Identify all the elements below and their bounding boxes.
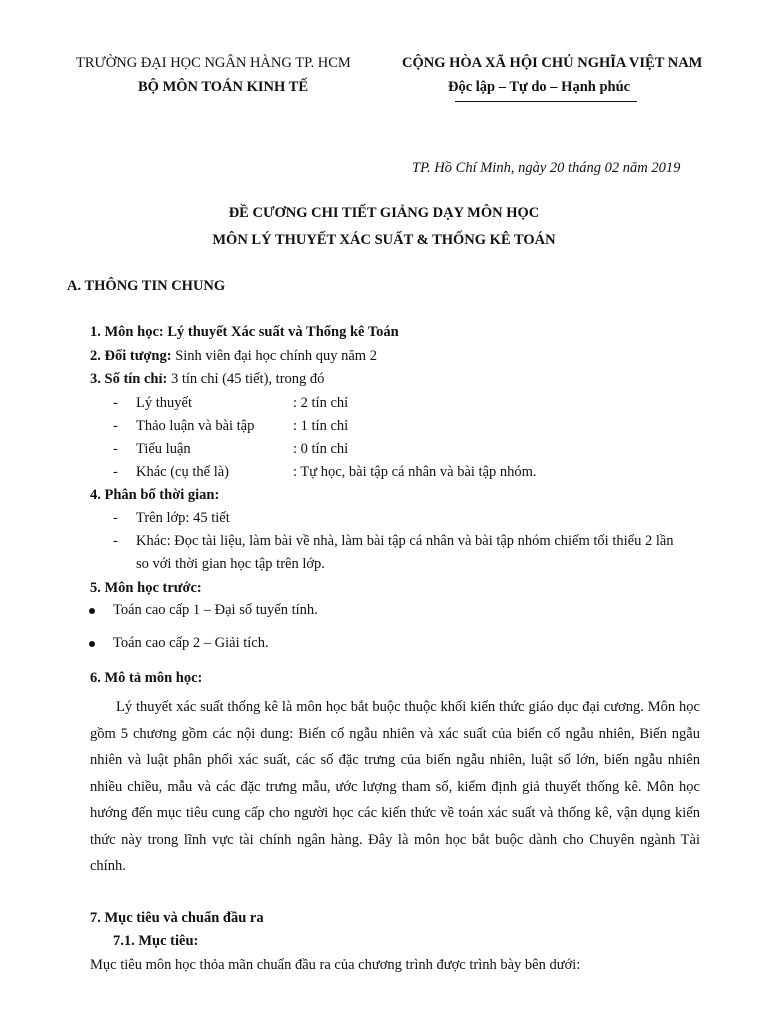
doi-tuong-label: 2. Đối tượng:: [90, 348, 172, 364]
prereq-item: Toán cao cấp 1 – Đại số tuyến tính.: [113, 602, 318, 618]
credit-value: : 1 tín chỉ: [293, 418, 349, 434]
mo-ta-paragraph: Lý thuyết xác suất thống kê là môn học bắt buộc thuộc khối kiến thức giáo dục đại cương. Môn học gồm 5 chương gồm các nội dung: Biến cố ngẫu nhiên và xác suất của biến cố ngẫu nhiên, Biến ngẫu nhiên và luật phân phối xác suất, các số đặc trưng của biến ngẫu nhiên, luật số lớn, biến ngẫu nhiên nhiều chiều, mẫu và các đặc trưng mẫu, ước lượng tham số, kiểm định giả thuyết thống kê. Môn học hướng đến mục tiêu cung cấp cho người học các kiến thức về toán xác suất và thống kê, vận dụng kiến thức này trong lĩnh vực tài chính ngân hàng. Đây là môn học bắt buộc dành cho Chuyên ngành Tài chính.: [90, 699, 700, 874]
credit-dash: -: [113, 395, 118, 411]
credit-value: : Tự học, bài tập cá nhân và bài tập nhóm.: [293, 464, 537, 480]
bullet-icon: [89, 608, 95, 614]
item-doi-tuong: [90, 348, 377, 365]
time-dash: -: [113, 510, 118, 526]
time-khac-line1: Khác: Đọc tài liệu, làm bài về nhà, làm bài tập cá nhân và bài tập nhóm chiếm tối thiểu 2 lần: [136, 533, 674, 549]
header-underline: [455, 101, 637, 102]
mon-hoc-truoc-heading: 5. Môn học trước:: [90, 580, 202, 596]
time-tren-lop: Trên lớp: 45 tiết: [136, 510, 230, 526]
credit-value: : 2 tín chỉ: [293, 395, 349, 411]
credit-label: Khác (cụ thể là): [136, 464, 229, 480]
muc-tieu-heading: 7. Mục tiêu và chuẩn đầu ra: [90, 910, 264, 926]
credit-value: : 0 tín chỉ: [293, 441, 349, 457]
header-left-line2: BỘ MÔN TOÁN KINH TẾ: [138, 79, 309, 95]
document-title-line1: ĐỀ CƯƠNG CHI TIẾT GIẢNG DẠY MÔN HỌC: [228, 205, 540, 221]
bullet-icon: [89, 641, 95, 647]
time-dash: -: [113, 533, 118, 549]
prereq-item: Toán cao cấp 2 – Giải tích.: [113, 635, 269, 651]
so-tin-chi-value: 3 tín chỉ (45 tiết), trong đó: [170, 371, 325, 387]
date-line: TP. Hồ Chí Minh, ngày 20 tháng 02 năm 2019: [412, 160, 681, 176]
header-right-line1: CỘNG HÒA XÃ HỘI CHỦ NGHĨA VIỆT NAM: [402, 55, 703, 71]
credit-dash: -: [113, 464, 118, 480]
time-khac-line2: so với thời gian học tập trên lớp.: [136, 556, 325, 572]
document-title-line2: MÔN LÝ THUYẾT XÁC SUẤT & THỐNG KÊ TOÁN: [212, 232, 556, 248]
phan-bo-heading: 4. Phân bố thời gian:: [90, 487, 220, 503]
credit-label: Tiểu luận: [136, 441, 191, 457]
section-a-heading: A. THÔNG TIN CHUNG: [67, 278, 226, 294]
so-tin-chi-label: 3. Số tín chỉ:: [90, 371, 168, 387]
muc-tieu-subheading: 7.1. Mục tiêu:: [113, 933, 199, 949]
doi-tuong-value: Sinh viên đại học chính quy năm 2: [175, 348, 377, 364]
item-so-tin-chi: [90, 371, 324, 388]
muc-tieu-text: Mục tiêu môn học thỏa mãn chuẩn đầu ra của chương trình được trình bày bên dưới:: [90, 957, 581, 973]
credit-dash: -: [113, 418, 118, 434]
credit-label: Lý thuyết: [136, 395, 192, 411]
item-mon-hoc: 1. Môn học: Lý thuyết Xác suất và Thống kê Toán: [90, 324, 399, 340]
mo-ta-heading: 6. Mô tả môn học:: [90, 670, 203, 686]
credit-dash: -: [113, 441, 118, 457]
header-right-line2: Độc lập – Tự do – Hạnh phúc: [448, 79, 631, 95]
credit-label: Thảo luận và bài tập: [136, 418, 255, 434]
header-left-line1: TRƯỜNG ĐẠI HỌC NGÂN HÀNG TP. HCM: [76, 55, 351, 71]
